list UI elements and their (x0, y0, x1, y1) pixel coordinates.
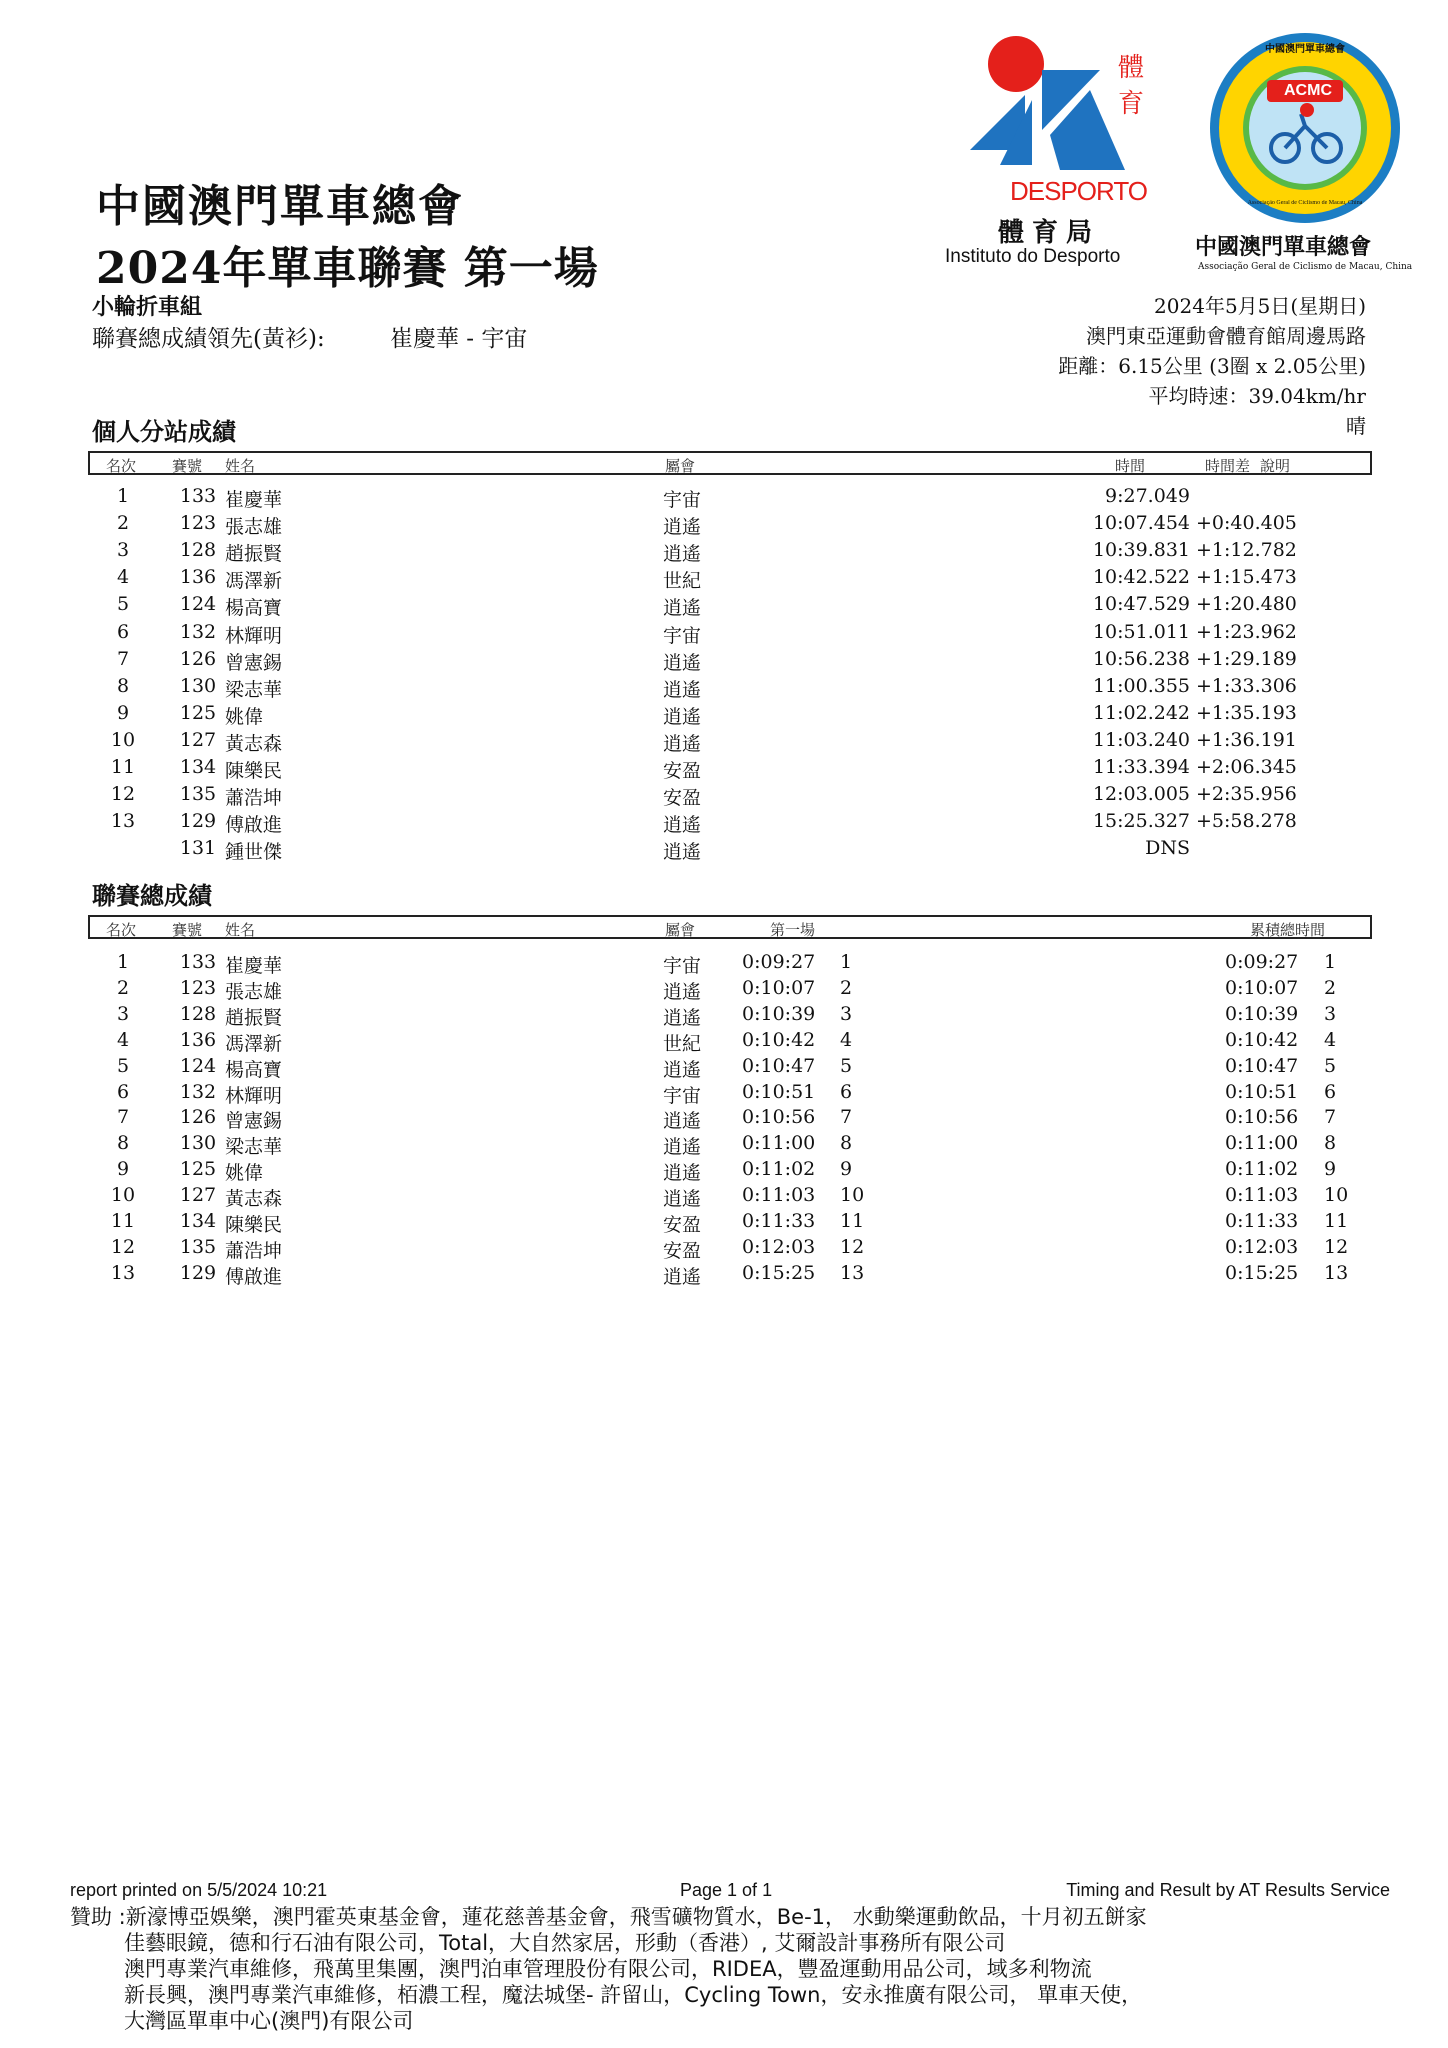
stage-results-title: 個人分站成績 (92, 417, 236, 446)
event-title: 2024年單車聯賽 第一場 (96, 243, 599, 294)
page-number: Page 1 of 1 (680, 1880, 773, 1900)
rank-cell: 12 (110, 783, 136, 806)
cumulative-rank-cell: 1 (1324, 951, 1337, 973)
bib-cell: 128 (179, 539, 217, 562)
bib-cell: 129 (179, 1261, 217, 1284)
cumulative-rank-cell: 3 (1324, 1002, 1337, 1025)
time-cell: 15:25.327 (1092, 810, 1190, 833)
name-cell: 張志雄 (225, 980, 283, 1003)
table-row (88, 1055, 1378, 1082)
bib-cell: 136 (179, 566, 217, 589)
stage1-rank-cell: 5 (840, 1054, 853, 1077)
name-cell: 蕭浩坤 (225, 787, 283, 810)
table-row (88, 756, 1378, 783)
bib-cell: 136 (179, 1028, 217, 1051)
stage1-rank-cell: 4 (840, 1028, 853, 1051)
table-row (88, 977, 1378, 1004)
club-cell: 逍遙 (663, 516, 702, 539)
rank-cell: 13 (110, 810, 136, 833)
bib-cell: 124 (179, 1054, 217, 1077)
rank-cell: 6 (116, 1080, 130, 1103)
club-cell: 逍遙 (663, 678, 702, 701)
rank-cell: 9 (116, 701, 130, 724)
desporto-logo (945, 30, 1160, 280)
rank-cell: 1 (116, 485, 130, 507)
table-row (88, 1158, 1378, 1185)
bib-cell: 125 (179, 701, 217, 724)
club-cell: 逍遙 (663, 980, 702, 1003)
cumulative-time-cell: 0:10:47 (1225, 1054, 1299, 1077)
stage1-rank-cell: 2 (840, 976, 853, 999)
cumulative-rank-cell: 7 (1324, 1106, 1337, 1129)
stage1-time-cell: 0:10:56 (742, 1106, 816, 1129)
cumulative-rank-cell: 6 (1324, 1080, 1337, 1103)
col-time-header: 時間 (1115, 457, 1146, 475)
stage1-time-cell: 0:12:03 (742, 1235, 816, 1258)
name-cell: 張志雄 (225, 516, 283, 539)
table-row (88, 593, 1378, 620)
stage1-time-cell: 0:15:25 (742, 1261, 816, 1284)
acmc-ring-bottom: Associação Geral de Ciclismo de Macau, China (1247, 200, 1363, 206)
cumulative-rank-cell: 10 (1324, 1184, 1349, 1207)
club-cell: 逍遙 (663, 651, 702, 674)
acmc-name-zh: 中國澳門單車總會 (1195, 234, 1372, 260)
bib-cell: 123 (179, 512, 217, 535)
bib-cell: 133 (179, 951, 217, 973)
name-cell: 崔慶華 (225, 489, 283, 511)
sponsor-line: 佳藝眼鏡，德和行石油有限公司，Total，大自然家居，形動（香港）, 艾爾設計事務所有限公司 (124, 1931, 1006, 1955)
table-row (88, 539, 1378, 566)
bib-cell: 134 (179, 756, 217, 778)
table-row (88, 1184, 1378, 1211)
gap-cell: +1:12.782 (1196, 539, 1297, 562)
bib-cell: 128 (179, 1002, 217, 1025)
rank-cell: 11 (110, 1210, 136, 1232)
table-row (88, 566, 1378, 593)
time-cell: 10:07.454 (1092, 512, 1190, 535)
name-cell: 林輝明 (225, 624, 283, 647)
cumulative-rank-cell: 13 (1324, 1261, 1349, 1284)
stage1-rank-cell: 3 (840, 1002, 853, 1025)
table-row (88, 512, 1378, 539)
club-cell: 逍遙 (663, 814, 702, 837)
club-cell: 宇宙 (663, 1084, 702, 1107)
cumulative-time-cell: 0:11:00 (1225, 1132, 1299, 1155)
sponsor-line: 澳門專業汽車維修，飛萬里集團，澳門泊車管理股份有限公司，RIDEA，豐盈運動用品公司，域多利物流 (124, 1957, 1092, 1981)
cumulative-rank-cell: 12 (1324, 1235, 1349, 1258)
rank-cell: 7 (116, 647, 130, 670)
bib-cell: 135 (179, 1235, 217, 1258)
cumulative-rank-cell: 4 (1324, 1028, 1337, 1051)
table-row (88, 1236, 1378, 1263)
name-cell: 蕭浩坤 (225, 1239, 283, 1262)
rank-cell: 10 (110, 728, 136, 751)
sponsor-list (70, 1904, 1147, 2034)
club-cell: 宇宙 (663, 955, 702, 977)
bib-cell: 125 (179, 1158, 217, 1181)
club-cell: 逍遙 (663, 732, 702, 755)
name-cell: 鍾世傑 (225, 841, 283, 864)
name-cell: 曾憲錫 (225, 1110, 283, 1133)
rank-cell: 3 (116, 1002, 130, 1025)
table-row (88, 1029, 1378, 1056)
timing-credit: Timing and Result by AT Results Service (1066, 1880, 1390, 1900)
acmc-ring-top: 中國澳門單車總會 (1265, 44, 1345, 55)
club-cell: 安盈 (663, 1239, 702, 1262)
stage-results-header (88, 451, 1372, 475)
rank-cell: 13 (110, 1261, 136, 1284)
club-cell: 逍遙 (663, 1265, 702, 1288)
club-cell: 逍遙 (663, 1110, 702, 1133)
bib-cell: 129 (179, 810, 217, 833)
stage1-rank-cell: 1 (840, 951, 853, 973)
rank-cell: 5 (116, 1054, 130, 1077)
stage1-rank-cell: 11 (840, 1210, 865, 1232)
table-row (88, 729, 1378, 756)
stage1-rank-cell: 8 (840, 1132, 853, 1155)
cumulative-rank-cell: 11 (1324, 1210, 1349, 1232)
table-row (88, 1081, 1378, 1108)
cumulative-rank-cell: 2 (1324, 976, 1337, 999)
gap-cell: +1:15.473 (1196, 566, 1297, 589)
club-cell: 安盈 (663, 1214, 702, 1236)
time-cell: 10:42.522 (1092, 566, 1190, 589)
bib-cell: 127 (179, 1184, 217, 1207)
gap-cell: +1:36.191 (1196, 728, 1297, 751)
table-row (88, 810, 1378, 837)
club-cell: 逍遙 (663, 1058, 702, 1081)
bib-cell: 131 (179, 837, 217, 860)
rank-cell: 9 (116, 1158, 130, 1181)
time-cell: 11:02.242 (1092, 701, 1190, 724)
rank-cell: 8 (116, 674, 130, 697)
rank-cell: 2 (116, 512, 130, 535)
stage1-time-cell: 0:10:42 (742, 1028, 816, 1051)
bib-cell: 126 (179, 647, 217, 670)
name-cell: 梁志華 (225, 678, 283, 701)
club-cell: 逍遙 (663, 543, 702, 566)
cumulative-time-cell: 0:11:03 (1225, 1184, 1299, 1207)
time-cell: 10:39.831 (1092, 539, 1190, 562)
rank-cell: 11 (110, 756, 136, 778)
rank-cell: 12 (110, 1235, 136, 1258)
club-cell: 世紀 (663, 1032, 702, 1055)
name-cell: 陳樂民 (225, 1214, 283, 1236)
col-rank-header: 名次 (106, 921, 137, 939)
col-rank-header: 名次 (106, 457, 137, 475)
rank-cell: 3 (116, 539, 130, 562)
name-cell: 曾憲錫 (225, 651, 283, 674)
club-cell: 逍遙 (663, 841, 702, 864)
table-row (88, 702, 1378, 729)
table-row (88, 1262, 1378, 1289)
col-bib-header: 賽號 (172, 921, 203, 939)
table-row (88, 485, 1378, 512)
col-gap-header: 時間差 (1205, 457, 1251, 475)
bib-cell: 133 (179, 485, 217, 507)
rank-cell: 6 (116, 620, 130, 643)
table-row (88, 1003, 1378, 1030)
overall-results-title: 聯賽總成績 (92, 881, 212, 910)
time-cell: 10:47.529 (1092, 593, 1190, 616)
stage1-time-cell: 0:10:07 (742, 976, 816, 999)
leader-label: 聯賽總成績領先(黃衫): (92, 326, 325, 352)
bib-cell: 135 (179, 783, 217, 806)
table-row (88, 783, 1378, 810)
name-cell: 黃志森 (225, 732, 283, 755)
gap-cell: +2:06.345 (1196, 756, 1297, 778)
table-row (88, 1106, 1378, 1133)
sponsor-line: 贊助 :新濠博亞娛樂，澳門霍英東基金會，蓮花慈善基金會，飛雪礦物質水，Be-1， 水動樂運動飲品，十月初五餅家 (70, 1905, 1147, 1929)
time-cell: 10:51.011 (1092, 620, 1190, 643)
stage1-rank-cell: 9 (840, 1158, 853, 1181)
cumulative-time-cell: 0:09:27 (1225, 951, 1299, 973)
rank-cell: 1 (116, 951, 130, 973)
cumulative-rank-cell: 8 (1324, 1132, 1337, 1155)
print-timestamp: report printed on 5/5/2024 10:21 (70, 1880, 328, 1900)
bib-cell: 134 (179, 1210, 217, 1232)
club-cell: 逍遙 (663, 1136, 702, 1159)
name-cell: 黃志森 (225, 1188, 283, 1211)
leader-value: 崔慶華 - 宇宙 (390, 326, 528, 352)
acmc-logo (1195, 30, 1413, 280)
col-cumulative-header: 累積總時間 (1250, 921, 1326, 939)
rank-cell: 10 (110, 1184, 136, 1207)
cumulative-time-cell: 0:10:39 (1225, 1002, 1299, 1025)
rank-cell: 5 (116, 593, 130, 616)
rank-cell: 4 (116, 1028, 130, 1051)
time-cell: DNS (1145, 837, 1190, 860)
col-name-header: 姓名 (225, 921, 256, 939)
acmc-badge-text: ACMC (1284, 82, 1332, 99)
club-cell: 逍遙 (663, 597, 702, 620)
stage1-time-cell: 0:10:47 (742, 1054, 816, 1077)
time-cell: 11:00.355 (1092, 674, 1190, 697)
name-cell: 楊高寶 (225, 597, 283, 620)
col-stage1-header: 第一場 (770, 921, 816, 939)
col-bib-header: 賽號 (172, 457, 203, 475)
gap-cell: +1:35.193 (1196, 701, 1297, 724)
bib-cell: 132 (179, 620, 217, 643)
gap-cell: +0:40.405 (1196, 512, 1297, 535)
table-row (88, 837, 1378, 864)
name-cell: 崔慶華 (225, 955, 283, 977)
stage1-rank-cell: 13 (840, 1261, 865, 1284)
table-row (88, 1210, 1378, 1237)
stage1-time-cell: 0:11:03 (742, 1184, 816, 1207)
bib-cell: 130 (179, 674, 217, 697)
stage1-rank-cell: 7 (840, 1106, 853, 1129)
cumulative-time-cell: 0:10:42 (1225, 1028, 1299, 1051)
gap-cell: +1:20.480 (1196, 593, 1297, 616)
cumulative-time-cell: 0:15:25 (1225, 1261, 1299, 1284)
stage1-rank-cell: 10 (840, 1184, 865, 1207)
club-cell: 逍遙 (663, 1006, 702, 1029)
name-cell: 傅啟進 (225, 814, 283, 837)
category-label: 小輪折車組 (92, 294, 203, 320)
desporto-side-text: 體育 (1118, 53, 1145, 119)
cumulative-rank-cell: 9 (1324, 1158, 1337, 1181)
acmc-name-pt: Associação Geral de Ciclismo de Macau, China (1198, 262, 1413, 272)
race-date: 2024年5月5日(星期日) (1154, 294, 1366, 318)
table-row (88, 648, 1378, 675)
name-cell: 梁志華 (225, 1136, 283, 1159)
name-cell: 馮澤新 (225, 570, 283, 593)
race-venue: 澳門東亞運動會體育館周邊馬路 (1086, 324, 1366, 348)
col-club-header: 屬會 (665, 457, 696, 475)
race-avg-speed: 平均時速：39.04km/hr (1148, 384, 1366, 408)
stage1-time-cell: 0:11:00 (742, 1132, 816, 1155)
bib-cell: 123 (179, 976, 217, 999)
time-cell: 10:56.238 (1092, 647, 1190, 670)
stage1-time-cell: 0:10:51 (742, 1080, 816, 1103)
gap-cell: +1:29.189 (1196, 647, 1297, 670)
name-cell: 姚偉 (225, 1162, 264, 1185)
race-distance: 距離：6.15公里 (3圈 x 2.05公里) (1058, 354, 1366, 378)
cumulative-time-cell: 0:12:03 (1225, 1235, 1299, 1258)
bib-cell: 127 (179, 728, 217, 751)
club-cell: 逍遙 (663, 1162, 702, 1185)
club-cell: 世紀 (663, 570, 702, 593)
stage1-time-cell: 0:11:33 (742, 1210, 816, 1232)
name-cell: 趙振賢 (225, 1006, 283, 1029)
table-row (88, 1132, 1378, 1159)
table-row (88, 951, 1378, 978)
gap-cell: +2:35.956 (1196, 783, 1297, 806)
cumulative-time-cell: 0:10:07 (1225, 976, 1299, 999)
cumulative-time-cell: 0:10:51 (1225, 1080, 1299, 1103)
overall-results-header (88, 915, 1372, 939)
desporto-name-zh: 體育局 (998, 218, 1101, 248)
time-cell: 11:33.394 (1092, 756, 1190, 778)
time-cell: 11:03.240 (1092, 728, 1190, 751)
stage1-rank-cell: 6 (840, 1080, 853, 1103)
name-cell: 傅啟進 (225, 1265, 283, 1288)
club-cell: 逍遙 (663, 1188, 702, 1211)
cumulative-rank-cell: 5 (1324, 1054, 1337, 1077)
stage1-time-cell: 0:10:39 (742, 1002, 816, 1025)
col-note-header: 說明 (1260, 457, 1291, 475)
stage1-time-cell: 0:11:02 (742, 1158, 816, 1181)
table-row (88, 675, 1378, 702)
col-club-header: 屬會 (665, 921, 696, 939)
gap-cell: +5:58.278 (1196, 810, 1297, 833)
bib-cell: 132 (179, 1080, 217, 1103)
bib-cell: 130 (179, 1132, 217, 1155)
stage1-time-cell: 0:09:27 (742, 951, 816, 973)
name-cell: 趙振賢 (225, 543, 283, 566)
bib-cell: 126 (179, 1106, 217, 1129)
rank-cell: 7 (116, 1106, 130, 1129)
bib-cell: 124 (179, 593, 217, 616)
stage1-rank-cell: 12 (840, 1235, 865, 1258)
sponsor-line: 大灣區單車中心(澳門)有限公司 (124, 2009, 414, 2033)
sponsor-line: 新長興，澳門專業汽車維修，栢濃工程，魔法城堡- 許留山，Cycling Town，安永推廣有限公司， 單車天使， (124, 1983, 1143, 2007)
time-cell: 12:03.005 (1092, 783, 1190, 806)
rank-cell: 8 (116, 1132, 130, 1155)
name-cell: 楊高寶 (225, 1058, 283, 1081)
name-cell: 馮澤新 (225, 1032, 283, 1055)
club-cell: 宇宙 (663, 624, 702, 647)
table-row (88, 621, 1378, 648)
club-cell: 安盈 (663, 760, 702, 782)
desporto-brand: DESPORTO (1010, 176, 1147, 206)
col-name-header: 姓名 (225, 457, 256, 475)
rank-cell: 2 (116, 976, 130, 999)
club-cell: 安盈 (663, 787, 702, 810)
rank-cell: 4 (116, 566, 130, 589)
time-cell: 9:27.049 (1105, 485, 1190, 507)
gap-cell: +1:23.962 (1196, 620, 1297, 643)
race-weather: 晴 (1346, 414, 1366, 438)
org-title: 中國澳門單車總會 (96, 181, 464, 232)
club-cell: 宇宙 (663, 489, 702, 511)
cumulative-time-cell: 0:11:33 (1225, 1210, 1299, 1232)
gap-cell: +1:33.306 (1196, 674, 1297, 697)
name-cell: 姚偉 (225, 705, 264, 728)
desporto-name-pt: Instituto do Desporto (945, 246, 1121, 267)
name-cell: 林輝明 (225, 1084, 283, 1107)
name-cell: 陳樂民 (225, 760, 283, 782)
club-cell: 逍遙 (663, 705, 702, 728)
cumulative-time-cell: 0:10:56 (1225, 1106, 1299, 1129)
cumulative-time-cell: 0:11:02 (1225, 1158, 1299, 1181)
